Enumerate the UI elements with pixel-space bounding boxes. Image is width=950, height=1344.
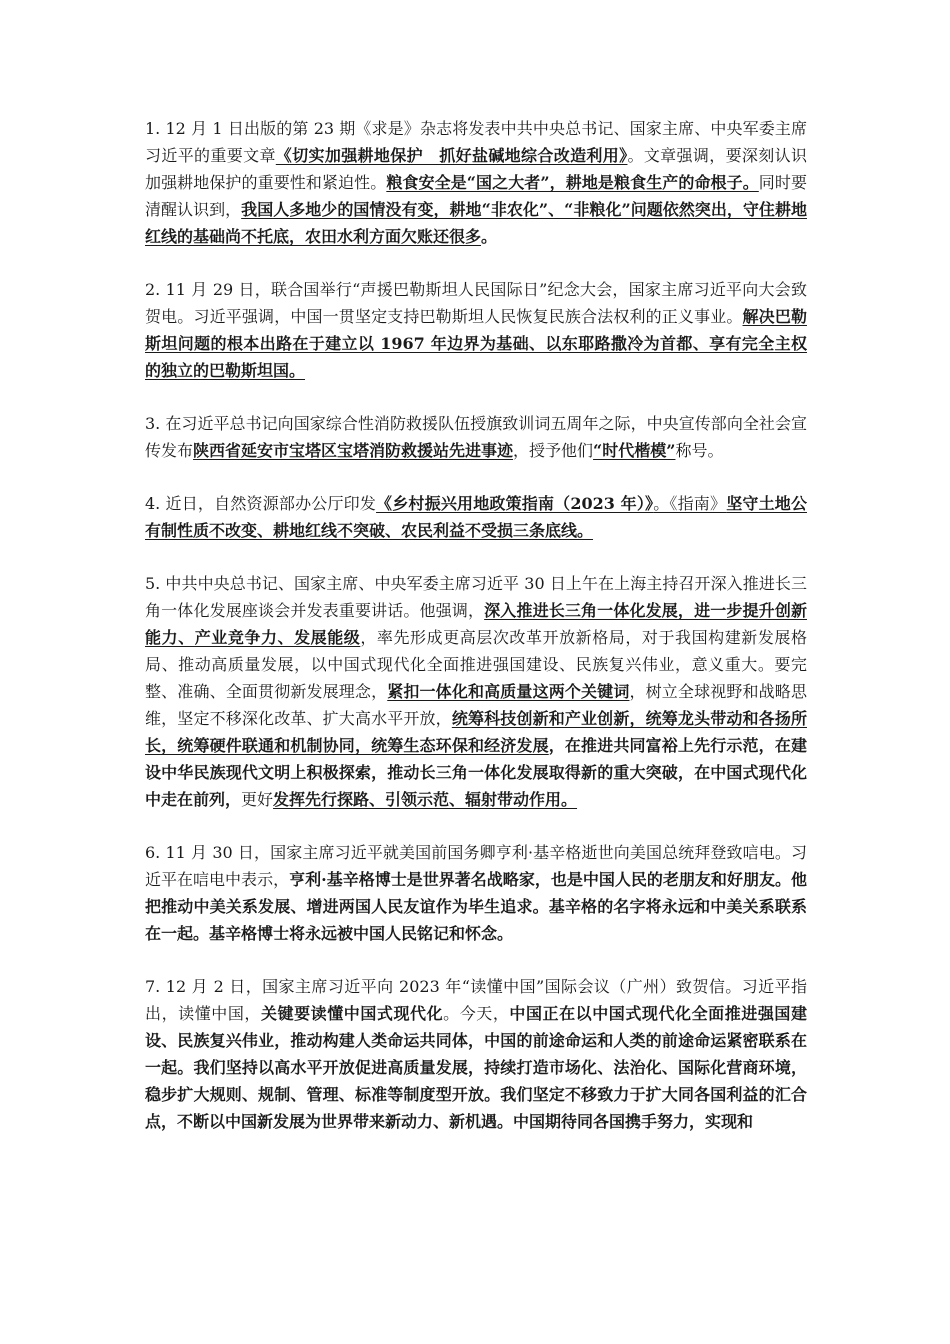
body-text: 同时要清醒认识到， [145, 173, 807, 219]
news-item-1 [145, 115, 807, 250]
highlighted-text: 坚守土地公有制性质不改变、耕地红线不突破、农民利益不受损三条底线。 [145, 494, 807, 540]
highlighted-text: 。《指南》 [653, 494, 727, 513]
highlighted-text: 紧扣一体化和高质量这两个关键词 [387, 682, 630, 701]
body-text: ，授予他们 [513, 441, 594, 460]
body-text: 。今天， [443, 1004, 510, 1023]
bold-text: 中国正在以中国式现代化全面推进强国建设、民族复兴伟业，推动构建人类命运共同体，中国的前途命运和人类的前途命运紧密联系在一起。我们坚持以高水平开放促进高质量发展，持续打造市场化、法治化、国际化营商环境，稳步扩大规则、规制、管理、标准等制度型开放。我们坚定不移致力于扩大同各国利益的汇合点，不断以中国新发展为世界带来新动力、新机遇。中国期待同各国携手努力，实现和 [145, 1004, 807, 1131]
news-item-7 [145, 973, 807, 1135]
news-item-2 [145, 276, 807, 384]
document-body [145, 115, 807, 1161]
body-text: 7. 12 月 2 日，国家主席习近平向 2023 年“读懂中国”国际会议（广州）致贺信。习近平指出，读懂中国， [145, 977, 807, 1023]
news-item-6 [145, 839, 807, 947]
news-item-4 [145, 490, 807, 544]
news-item-3 [145, 410, 807, 464]
bold-text: ，在推进共同富裕上先行示范，在建设中华民族现代文明上积极探索，推动长三角一体化发展取得新的重大突破，在中国式现代化中走在前列， [145, 736, 807, 809]
bold-text: 亨利·基辛格博士是世界著名战略家，也是中国人民的老朋友和好朋友。他把推动中美关系发展、增进两国人民友谊作为毕生追求。基辛格的名字将永远和中美关系联系在一起。基辛格博士将永远被中国人民铭记和怀念。 [145, 870, 807, 943]
body-text: 4. 近日，自然资源部办公厅印发 [145, 494, 377, 513]
highlighted-text: 陕西省延安市宝塔区宝塔消防救援站先进事迹 [193, 441, 514, 460]
body-text: 更好 [241, 790, 274, 809]
body-text: 2. 11 月 29 日，联合国举行“声援巴勒斯坦人民国际日”纪念大会，国家主席习近平向大会致贺电。习近平强调，中国一贯坚定支持巴勒斯坦人民恢复民族合法权利的正义事业。 [145, 280, 807, 326]
body-text: 称号。 [675, 441, 724, 460]
highlighted-text: 《乡村振兴用地政策指南（2023 年）》 [376, 494, 654, 513]
bold-text: 。 [481, 227, 498, 246]
highlighted-text: 统筹科技创新和产业创新，统筹龙头带动和各扬所长，统筹硬件联通和机制协同，统筹生态环保和经济发展 [145, 709, 807, 755]
body-text: 6. 11 月 30 日，国家主席习近平就美国前国务卿亨利·基辛格逝世向美国总统拜登致唁电。习近平在唁电中表示， [145, 843, 807, 889]
highlighted-text: 《切实加强耕地保护 抓好盐碱地综合改造利用》 [275, 146, 628, 165]
body-text: ，树立全球视野和战略思维，坚定不移深化改革、扩大高水平开放， [145, 682, 807, 728]
body-text: ，率先形成更高层次改革开放新格局，对于我国构建新发展格局、推动高质量发展，以中国式现代化全面推进强国建设、民族复兴伟业，意义重大。要完整、准确、全面贯彻新发展理念， [145, 628, 807, 701]
highlighted-text: 深入推进长三角一体化发展，进一步提升创新能力、产业竞争力、发展能级 [145, 601, 807, 647]
body-text: 5. 中共中央总书记、国家主席、中央军委主席习近平 30 日上午在上海主持召开深入推进长三角一体化发展座谈会并发表重要讲话。他强调， [145, 574, 807, 620]
body-text: 。文章强调，要深刻认识加强耕地保护的重要性和紧迫性。 [145, 146, 807, 192]
highlighted-text: 粮食安全是“国之大者”，耕地是粮食生产的命根子。 [386, 173, 759, 192]
body-text: 3. 在习近平总书记向国家综合性消防救援队伍授旗致训词五周年之际，中央宣传部向全社会宣传发布 [145, 414, 807, 460]
body-text: 1. 12 月 1 日出版的第 23 期《求是》杂志将发表中共中央总书记、国家主席、中央军委主席习近平的重要文章 [145, 119, 807, 165]
highlighted-text: 我国人多地少的国情没有变，耕地“非农化”、“非粮化”问题依然突出，守住耕地红线的基础尚不托底，农田水利方面欠账还很多 [145, 200, 807, 246]
highlighted-text: 发挥先行探路、引领示范、辐射带动作用。 [273, 790, 578, 809]
bold-text: 关键要读懂中国式现代化 [260, 1004, 444, 1023]
news-item-5 [145, 570, 807, 813]
highlighted-text: 解决巴勒斯坦问题的根本出路在于建立以 1967 年边界为基础、以东耶路撒冷为首都、享有完全主权的独立的巴勒斯坦国。 [145, 307, 807, 380]
highlighted-text: “时代楷模” [593, 441, 676, 460]
